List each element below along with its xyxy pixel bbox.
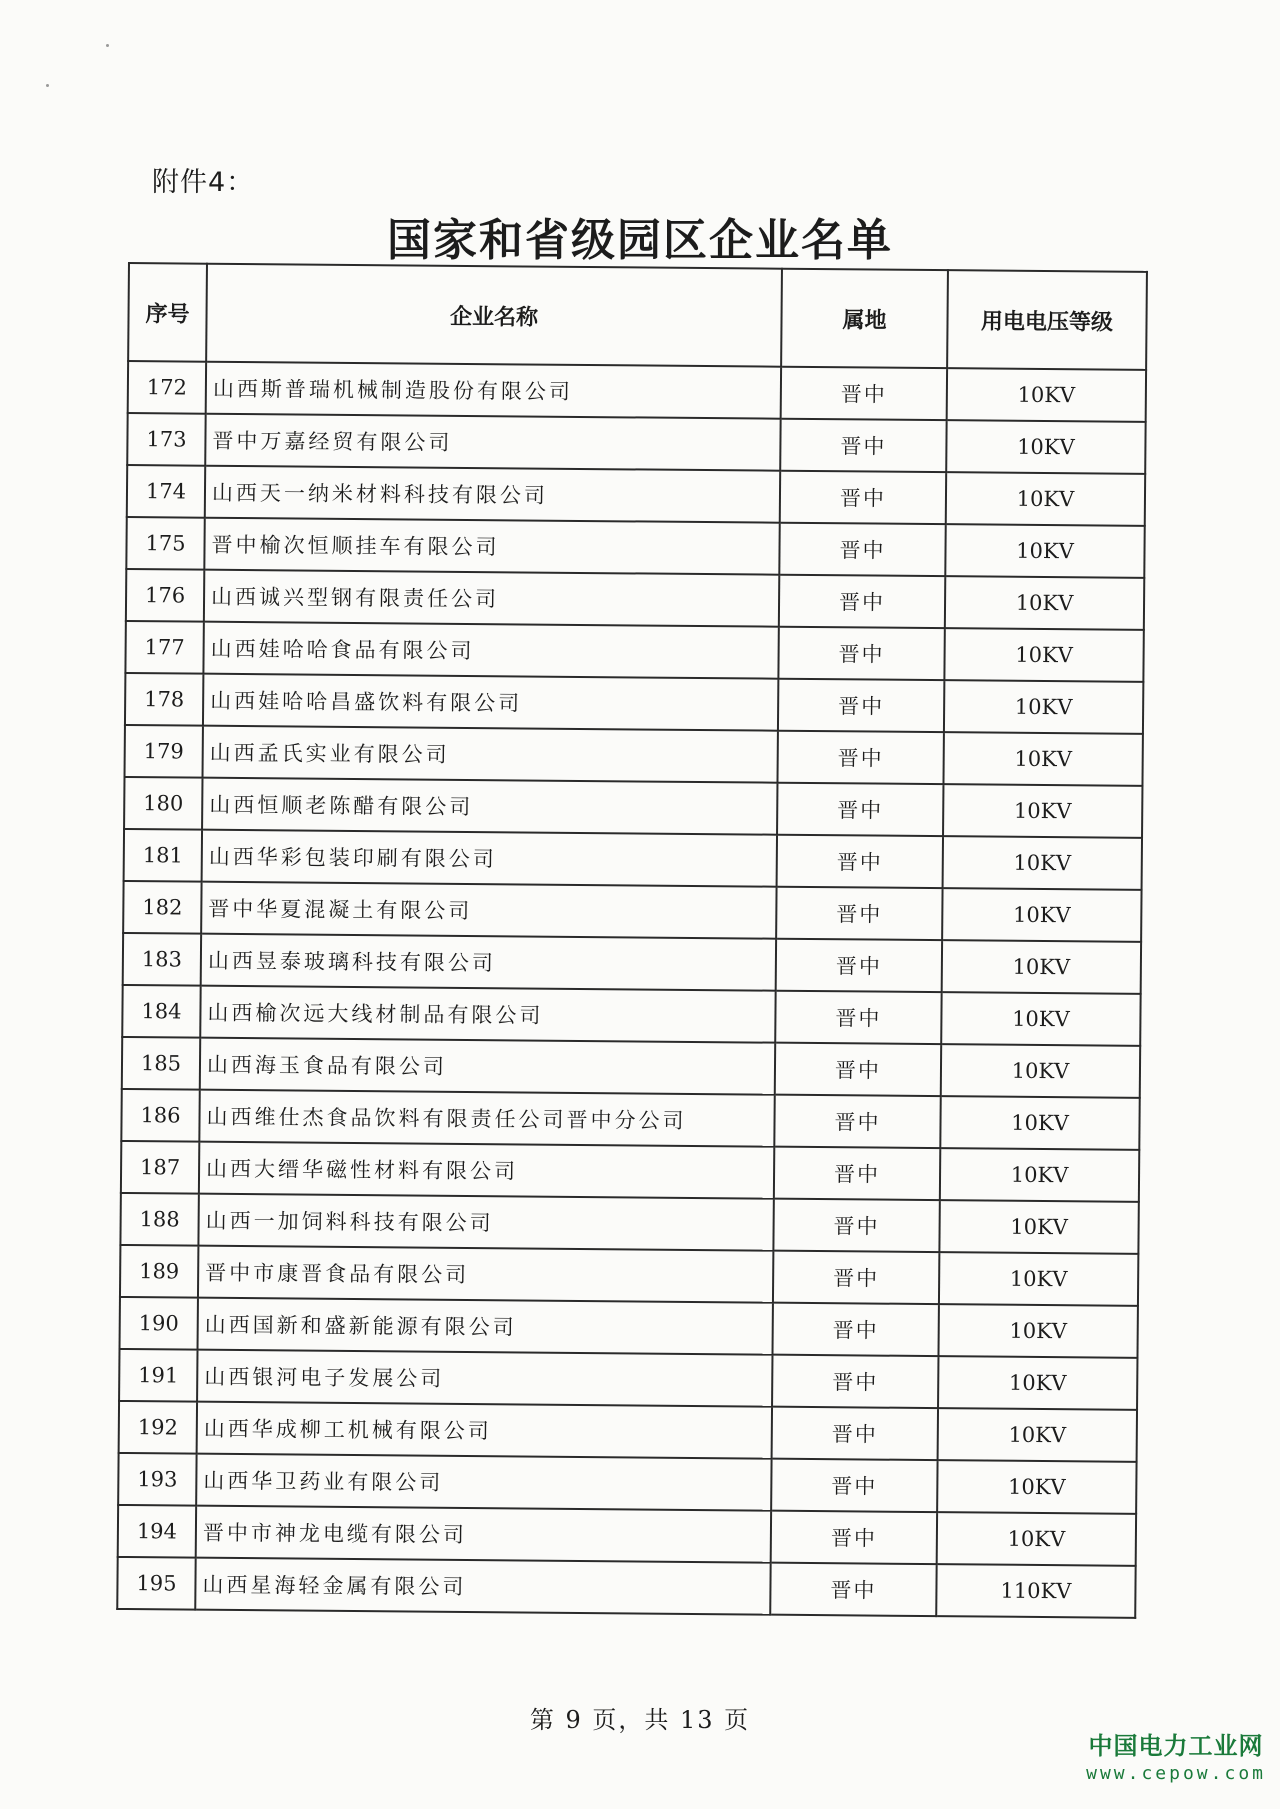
table-row <box>120 1297 1138 1358</box>
row-location: 晋中 <box>776 939 942 992</box>
row-seq: 173 <box>127 413 205 466</box>
row-company-name: 晋中市神龙电缆有限公司 <box>196 1506 771 1563</box>
row-company-name: 山西孟氏实业有限公司 <box>203 726 778 783</box>
row-company-name: 山西一加饲料科技有限公司 <box>198 1194 773 1251</box>
row-location: 晋中 <box>776 887 942 940</box>
row-seq: 195 <box>117 1557 195 1610</box>
row-voltage: 10KV <box>938 1304 1137 1358</box>
site-watermark <box>1086 1726 1266 1784</box>
row-location: 晋中 <box>780 419 946 472</box>
row-voltage: 10KV <box>946 420 1145 474</box>
table-row <box>121 1089 1139 1150</box>
table-header-row <box>128 263 1147 370</box>
row-location: 晋中 <box>777 783 943 836</box>
row-location: 晋中 <box>777 731 943 784</box>
row-voltage: 10KV <box>942 940 1141 994</box>
row-company-name: 晋中华夏混凝土有限公司 <box>201 882 776 939</box>
table-row <box>126 517 1144 578</box>
row-seq: 188 <box>120 1193 198 1246</box>
row-seq: 185 <box>122 1037 200 1090</box>
row-location: 晋中 <box>779 523 945 576</box>
row-company-name: 山西恒顺老陈醋有限公司 <box>202 778 777 835</box>
row-seq: 193 <box>118 1453 196 1506</box>
row-company-name: 山西榆次远大线材制品有限公司 <box>200 986 775 1043</box>
row-location: 晋中 <box>770 1563 936 1616</box>
row-seq: 178 <box>125 673 203 726</box>
enterprise-table <box>116 262 1148 1619</box>
enterprise-table-container <box>116 262 1146 1619</box>
row-location: 晋中 <box>775 1043 941 1096</box>
header-voltage: 用电电压等级 <box>947 270 1147 370</box>
row-voltage: 10KV <box>945 524 1144 578</box>
row-voltage: 110KV <box>936 1564 1135 1618</box>
table-row <box>125 725 1143 786</box>
row-seq: 189 <box>120 1245 198 1298</box>
row-voltage: 10KV <box>947 368 1146 422</box>
row-company-name: 山西诚兴型钢有限责任公司 <box>204 570 779 627</box>
row-location: 晋中 <box>773 1199 939 1252</box>
scan-speck <box>46 84 49 87</box>
row-seq: 187 <box>121 1141 199 1194</box>
row-company-name: 山西娃哈哈昌盛饮料有限公司 <box>203 674 778 731</box>
table-row <box>124 829 1142 890</box>
row-voltage: 10KV <box>940 1096 1139 1150</box>
header-seq: 序号 <box>128 263 207 362</box>
row-location: 晋中 <box>772 1355 938 1408</box>
row-location: 晋中 <box>780 471 946 524</box>
row-voltage: 10KV <box>939 1252 1138 1306</box>
table-row <box>124 777 1142 838</box>
row-seq: 186 <box>121 1089 199 1142</box>
row-voltage: 10KV <box>940 1148 1139 1202</box>
row-voltage: 10KV <box>938 1356 1137 1410</box>
table-row <box>119 1401 1137 1462</box>
table-row <box>122 985 1140 1046</box>
header-name: 企业名称 <box>206 264 782 367</box>
attachment-label: 附件4： <box>152 167 255 198</box>
row-company-name: 山西昱泰玻璃科技有限公司 <box>201 934 776 991</box>
row-company-name: 山西斯普瑞机械制造股份有限公司 <box>206 362 781 419</box>
row-seq: 182 <box>123 881 201 934</box>
row-voltage: 10KV <box>941 1044 1140 1098</box>
row-location: 晋中 <box>778 627 944 680</box>
row-voltage: 10KV <box>946 472 1145 526</box>
row-company-name: 山西华彩包装印刷有限公司 <box>202 830 777 887</box>
table-row <box>120 1245 1138 1306</box>
row-seq: 192 <box>119 1401 197 1454</box>
row-location: 晋中 <box>779 575 945 628</box>
table-row <box>122 1037 1140 1098</box>
row-seq: 180 <box>124 777 202 830</box>
row-voltage: 10KV <box>943 784 1142 838</box>
page-title: 国家和省级园区企业名单 <box>387 215 893 266</box>
row-seq: 194 <box>118 1505 196 1558</box>
row-seq: 176 <box>126 569 204 622</box>
watermark-name: 中国电力工业网 <box>1088 1732 1264 1760</box>
row-location: 晋中 <box>778 679 944 732</box>
table-body <box>117 361 1146 1618</box>
row-voltage: 10KV <box>943 836 1142 890</box>
row-voltage: 10KV <box>944 680 1143 734</box>
table-row <box>119 1349 1137 1410</box>
row-voltage: 10KV <box>938 1408 1137 1462</box>
row-location: 晋中 <box>772 1407 938 1460</box>
row-voltage: 10KV <box>941 992 1140 1046</box>
row-seq: 181 <box>124 829 202 882</box>
row-company-name: 山西国新和盛新能源有限公司 <box>198 1298 773 1355</box>
row-seq: 172 <box>128 361 206 414</box>
table-row <box>125 621 1143 682</box>
row-company-name: 山西星海轻金属有限公司 <box>195 1558 770 1615</box>
table-row <box>117 1557 1135 1618</box>
row-company-name: 山西华卫药业有限公司 <box>196 1454 771 1511</box>
row-company-name: 山西天一纳米材料科技有限公司 <box>205 466 780 523</box>
table-row <box>127 465 1145 526</box>
row-seq: 179 <box>125 725 203 778</box>
row-voltage: 10KV <box>945 576 1144 630</box>
table-row <box>118 1453 1136 1514</box>
row-company-name: 山西银河电子发展公司 <box>197 1350 772 1407</box>
row-company-name: 山西海玉食品有限公司 <box>200 1038 775 1095</box>
row-seq: 174 <box>127 465 205 518</box>
row-company-name: 山西娃哈哈食品有限公司 <box>203 622 778 679</box>
row-location: 晋中 <box>771 1511 937 1564</box>
row-seq: 190 <box>120 1297 198 1350</box>
row-location: 晋中 <box>781 367 947 420</box>
row-location: 晋中 <box>774 1095 940 1148</box>
watermark-url: www.cepow.com <box>1086 1763 1266 1784</box>
row-company-name: 山西华成柳工机械有限公司 <box>197 1402 772 1459</box>
row-voltage: 10KV <box>939 1200 1138 1254</box>
row-seq: 184 <box>122 985 200 1038</box>
table-row <box>126 569 1144 630</box>
row-seq: 183 <box>123 933 201 986</box>
table-row <box>125 673 1143 734</box>
row-location: 晋中 <box>777 835 943 888</box>
row-company-name: 山西维仕杰食品饮料有限责任公司晋中分公司 <box>199 1090 774 1147</box>
table-row <box>123 881 1141 942</box>
header-location: 属地 <box>781 269 948 368</box>
row-voltage: 10KV <box>943 732 1142 786</box>
row-location: 晋中 <box>773 1251 939 1304</box>
row-seq: 177 <box>125 621 203 674</box>
row-company-name: 晋中万嘉经贸有限公司 <box>205 414 780 471</box>
row-location: 晋中 <box>771 1459 937 1512</box>
page-number-footer: 第 9 页，共 13 页 <box>529 1706 751 1734</box>
row-location: 晋中 <box>775 991 941 1044</box>
scan-speck <box>106 44 109 47</box>
row-seq: 191 <box>119 1349 197 1402</box>
row-company-name: 晋中市康晋食品有限公司 <box>198 1246 773 1303</box>
row-voltage: 10KV <box>942 888 1141 942</box>
table-row <box>123 933 1141 994</box>
row-voltage: 10KV <box>937 1512 1136 1566</box>
row-company-name: 晋中榆次恒顺挂车有限公司 <box>204 518 779 575</box>
row-company-name: 山西大缙华磁性材料有限公司 <box>199 1142 774 1199</box>
row-location: 晋中 <box>772 1303 938 1356</box>
table-row <box>120 1193 1138 1254</box>
row-location: 晋中 <box>774 1147 940 1200</box>
row-seq: 175 <box>126 517 204 570</box>
table-row <box>128 361 1146 422</box>
table-row <box>118 1505 1136 1566</box>
table-row <box>121 1141 1139 1202</box>
row-voltage: 10KV <box>937 1460 1136 1514</box>
table-row <box>127 413 1145 474</box>
row-voltage: 10KV <box>944 628 1143 682</box>
